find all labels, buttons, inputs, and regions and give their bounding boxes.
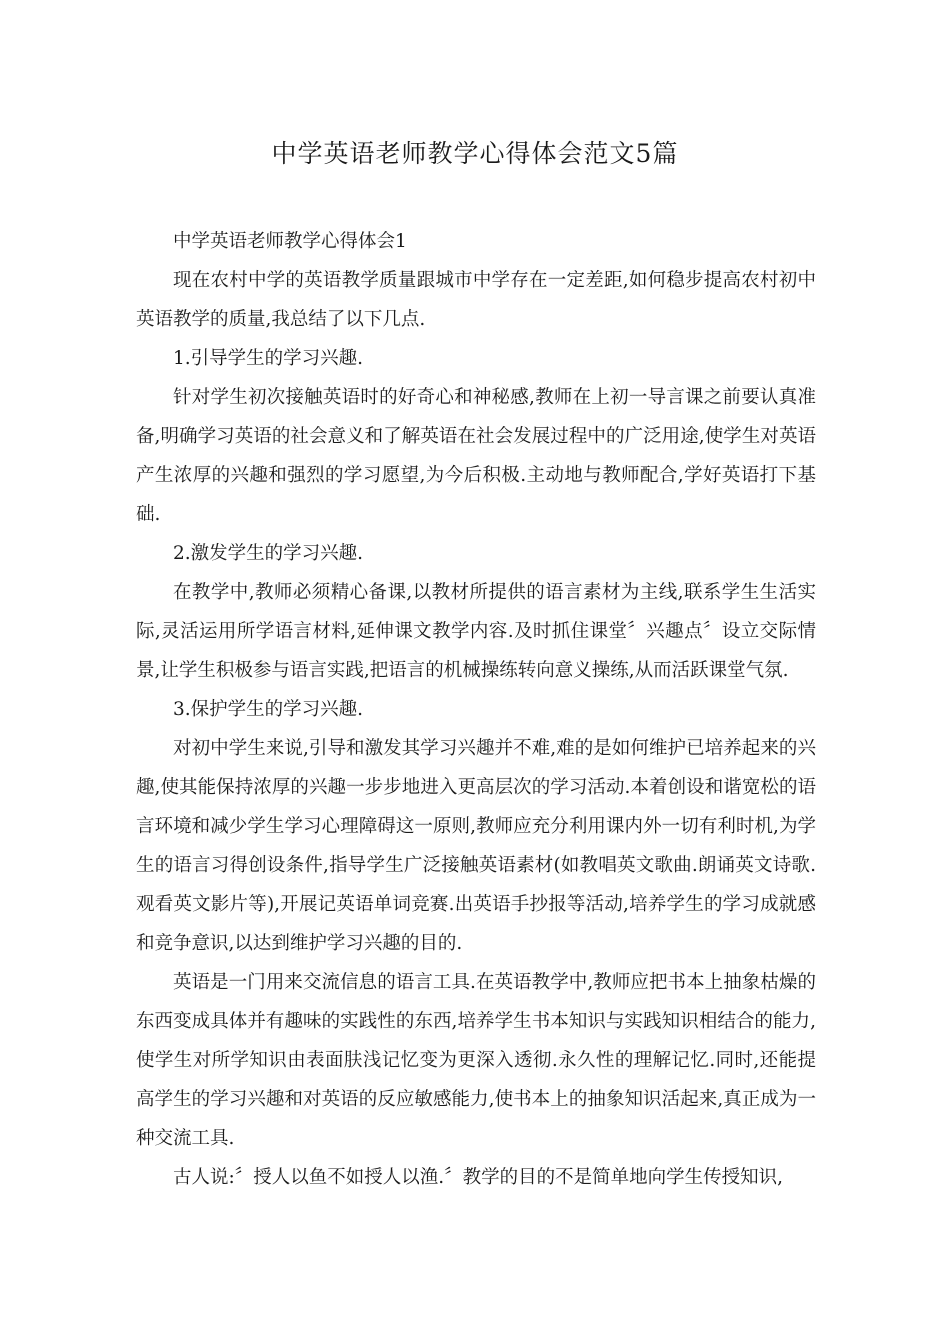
- document-body: [136, 222, 816, 1197]
- document-title: 中学英语老师教学心得体会范文5篇: [271, 139, 679, 168]
- paragraph: 在教学中,教师必须精心备课,以教材所提供的语言素材为主线,联系学生生活实际,灵活运用所学语言材料,延伸课文教学内容.及时抓住课堂〞兴趣点〞设立交际情景,让学生积极参与语言实践,把语言的机械操练转向意义操练,从而活跃课堂气氛.: [136, 582, 816, 681]
- paragraph: 针对学生初次接触英语时的好奇心和神秘感,教师在上初一导言课之前要认真准备,明确学习英语的社会意义和了解英语在社会发展过程中的广泛用途,使学生对英语产生浓厚的兴趣和强烈的学习愿望,为今后积极.主动地与教师配合,学好英语打下基础.: [136, 387, 816, 525]
- point-heading: 2.激发学生的学习兴趣.: [173, 543, 364, 564]
- section-heading: 中学英语老师教学心得体会1: [173, 231, 407, 252]
- point-heading: 1.引导学生的学习兴趣.: [173, 348, 364, 369]
- paragraph: 对初中学生来说,引导和激发其学习兴趣并不难,难的是如何维护已培养起来的兴趣,使其能保持浓厚的兴趣一步步地进入更高层次的学习活动.本着创设和谐宽松的语言环境和减少学生学习心理障碍这一原则,教师应充分利用课内外一切有利时机,为学生的语言习得创设条件,指导学生广泛接触英语素材(如教唱英文歌曲.朗诵英文诗歌.观看英文影片等),开展记英语单词竞赛.出英语手抄报等活动,培养学生的学习成就感和竞争意识,以达到维护学习兴趣的目的.: [136, 738, 816, 954]
- paragraph: 现在农村中学的英语教学质量跟城市中学存在一定差距,如何稳步提高农村初中英语教学的质量,我总结了以下几点.: [136, 270, 816, 330]
- point-heading: 3.保护学生的学习兴趣.: [173, 699, 364, 720]
- paragraph: 英语是一门用来交流信息的语言工具.在英语教学中,教师应把书本上抽象枯燥的东西变成具体并有趣味的实践性的东西,培养学生书本知识与实践知识相结合的能力,使学生对所学知识由表面肤浅记忆变为更深入透彻.永久性的理解记忆.同时,还能提高学生的学习兴趣和对英语的反应敏感能力,使书本上的抽象知识活起来,真正成为一种交流工具.: [136, 972, 816, 1149]
- paragraph: 古人说:〞授人以鱼不如授人以渔.〞教学的目的不是简单地向学生传授知识,: [173, 1167, 783, 1188]
